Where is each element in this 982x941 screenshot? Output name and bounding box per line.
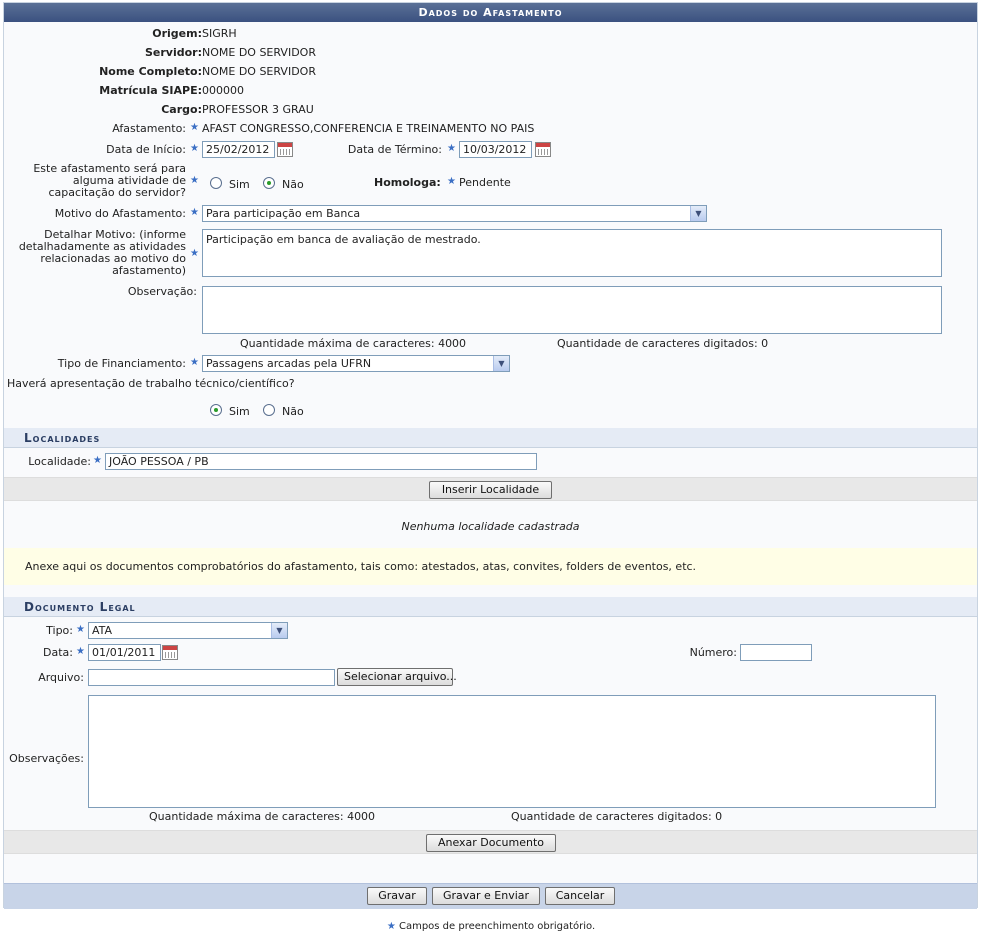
capacitacao-nao-radio[interactable]	[263, 177, 275, 189]
required-star-icon: ★	[190, 207, 199, 218]
homologa-label: Homologa:	[374, 176, 441, 189]
localidade-button-bar	[4, 477, 977, 501]
observacao-typed-chars: Quantidade de caracteres digitados: 0	[557, 337, 769, 350]
arquivo-input[interactable]	[88, 669, 335, 686]
required-footnote: ★ Campos de preenchimento obrigatório.	[386, 921, 596, 932]
chevron-down-icon: ▼	[690, 206, 706, 221]
detalhar-textarea[interactable]: Participação em banca de avaliação de mestrado.	[202, 229, 942, 277]
capacitacao-sim-radio[interactable]	[210, 177, 222, 189]
data-termino-label: Data de Término:	[347, 143, 442, 156]
data-inicio-label: Data de Início:	[106, 143, 186, 156]
gravar-enviar-button[interactable]: Gravar e Enviar	[432, 887, 540, 905]
matricula-label: Matrícula SIAPE:	[99, 84, 202, 97]
numero-label: Número:	[689, 646, 737, 659]
detalhar-label: Detalhar Motivo: (informe detalhadamente as atividades relacionadas ao motivo do afastamento)	[18, 228, 186, 277]
observacoes-label: Observações:	[9, 752, 84, 765]
observacoes-textarea[interactable]	[88, 695, 936, 808]
required-star-icon: ★	[190, 357, 199, 368]
form-caption: Dados do Afastamento	[4, 3, 977, 22]
documento-section-title: Documento Legal	[4, 597, 977, 617]
numero-input[interactable]	[740, 644, 812, 661]
data-label: Data:	[43, 646, 73, 659]
trabalho-nao-label: Não	[282, 405, 304, 418]
data-input[interactable]: 01/01/2011	[88, 644, 161, 661]
nome-completo-label: Nome Completo:	[99, 65, 202, 78]
chevron-down-icon: ▼	[271, 623, 287, 638]
localidade-input[interactable]: JOÃO PESSOA / PB	[105, 453, 537, 470]
data-termino-input[interactable]: 10/03/2012	[459, 141, 532, 158]
calendar-icon[interactable]	[535, 142, 551, 157]
cargo-value: PROFESSOR 3 GRAU	[202, 103, 314, 116]
observacoes-typed-chars: Quantidade de caracteres digitados: 0	[511, 810, 723, 823]
observacoes-max-chars: Quantidade máxima de caracteres: 4000	[149, 810, 376, 823]
trabalho-sim-label: Sim	[229, 405, 250, 418]
nome-completo-value: NOME DO SERVIDOR	[202, 65, 316, 78]
cancelar-button[interactable]: Cancelar	[545, 887, 615, 905]
capacitacao-nao-label: Não	[282, 178, 304, 191]
required-star-icon: ★	[190, 175, 199, 186]
afastamento-form	[3, 2, 978, 908]
required-star-icon: ★	[447, 143, 456, 154]
localidades-section-title: Localidades	[4, 428, 977, 448]
chevron-down-icon: ▼	[493, 356, 509, 371]
data-inicio-input[interactable]: 25/02/2012	[202, 141, 275, 158]
observacao-textarea[interactable]	[202, 286, 942, 334]
observacao-max-chars: Quantidade máxima de caracteres: 4000	[240, 337, 467, 350]
trabalho-label: Haverá apresentação de trabalho técnico/científico?	[7, 377, 295, 390]
financiamento-select[interactable]: Passagens arcadas pela UFRN ▼	[202, 355, 510, 372]
matricula-value: 000000	[202, 84, 244, 97]
origem-label: Origem:	[152, 27, 202, 40]
inserir-localidade-button[interactable]: Inserir Localidade	[429, 481, 552, 499]
afastamento-value: AFAST CONGRESSO,CONFERENCIA E TREINAMENTO NO PAIS	[202, 122, 535, 135]
tipo-label: Tipo:	[46, 624, 73, 637]
observacao-label: Observação:	[127, 285, 197, 298]
selecionar-arquivo-button[interactable]: Selecionar arquivo...	[337, 668, 453, 686]
documento-button-bar	[4, 830, 977, 854]
capacitacao-sim-label: Sim	[229, 178, 250, 191]
homologa-value: Pendente	[459, 176, 511, 189]
financiamento-label: Tipo de Financiamento:	[57, 357, 186, 370]
servidor-label: Servidor:	[144, 46, 202, 59]
form-actions	[4, 883, 977, 909]
anexo-notice: Anexe aqui os documentos comprobatórios do afastamento, tais como: atestados, atas, convites, folders de eventos, etc.	[4, 548, 977, 585]
motivo-select[interactable]: Para participação em Banca ▼	[202, 205, 707, 222]
localidade-label: Localidade:	[28, 455, 91, 468]
gravar-button[interactable]: Gravar	[367, 887, 427, 905]
required-star-icon: ★	[93, 455, 102, 466]
calendar-icon[interactable]	[162, 645, 178, 660]
calendar-icon[interactable]	[277, 142, 293, 157]
origem-value: SIGRH	[202, 27, 237, 40]
required-star-icon: ★	[386, 921, 396, 932]
tipo-select[interactable]: ATA ▼	[88, 622, 288, 639]
motivo-label: Motivo do Afastamento:	[54, 207, 186, 220]
required-star-icon: ★	[190, 248, 199, 259]
localidades-empty-message: Nenhuma localidade cadastrada	[401, 520, 580, 533]
required-star-icon: ★	[190, 143, 199, 154]
required-star-icon: ★	[190, 122, 199, 133]
anexar-documento-button[interactable]: Anexar Documento	[426, 834, 556, 852]
arquivo-label: Arquivo:	[38, 671, 84, 684]
trabalho-nao-radio[interactable]	[263, 404, 275, 416]
servidor-value: NOME DO SERVIDOR	[202, 46, 316, 59]
trabalho-sim-radio[interactable]	[210, 404, 222, 416]
required-star-icon: ★	[447, 176, 456, 187]
cargo-label: Cargo:	[161, 103, 202, 116]
afastamento-label: Afastamento:	[112, 122, 186, 135]
required-star-icon: ★	[76, 646, 85, 657]
capacitacao-label: Este afastamento será para alguma atividade de capacitação do servidor?	[33, 162, 186, 199]
required-star-icon: ★	[76, 624, 85, 635]
